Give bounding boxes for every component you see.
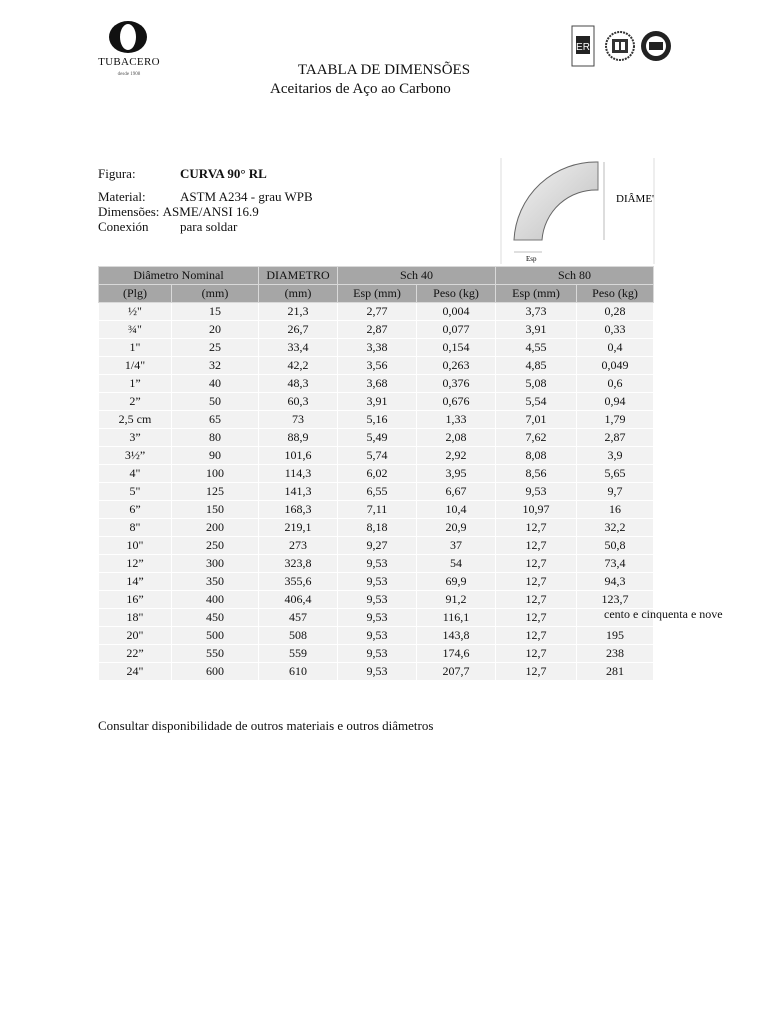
dimensions-row <box>98 204 313 219</box>
table-cell: 0,376 <box>417 375 496 393</box>
table-cell: 610 <box>259 663 338 681</box>
elbow-drawing <box>500 158 656 264</box>
table-cell: 200 <box>172 519 259 537</box>
table-cell: 9,53 <box>338 645 417 663</box>
table-cell: 273 <box>259 537 338 555</box>
table-cell: 9,53 <box>338 609 417 627</box>
table-cell: 0,4 <box>577 339 654 357</box>
table-cell: 5,08 <box>496 375 577 393</box>
table-cell: 3,9 <box>577 447 654 465</box>
table-cell: 3,95 <box>417 465 496 483</box>
connection-value: para soldar <box>180 219 238 234</box>
table-cell: 300 <box>172 555 259 573</box>
table-cell: 90 <box>172 447 259 465</box>
table-cell: ¾" <box>99 321 172 339</box>
table-cell: 508 <box>259 627 338 645</box>
table-cell: 65 <box>172 411 259 429</box>
table-cell: 0,004 <box>417 303 496 321</box>
table-cell: 2,77 <box>338 303 417 321</box>
table-row <box>99 519 654 537</box>
table-row <box>99 555 654 573</box>
diameter-label: DIÂME' <box>616 193 655 205</box>
table-cell: 9,53 <box>338 663 417 681</box>
table-row <box>99 339 654 357</box>
table-cell: 5,74 <box>338 447 417 465</box>
figure-value: CURVA 90° RL <box>180 166 267 181</box>
table-row <box>99 501 654 519</box>
table-cell: 174,6 <box>417 645 496 663</box>
table-cell: 123,7 <box>577 591 654 609</box>
table-cell: 550 <box>172 645 259 663</box>
table-cell: 8,56 <box>496 465 577 483</box>
table-row <box>99 663 654 681</box>
table-cell: 12,7 <box>496 519 577 537</box>
table-cell: 37 <box>417 537 496 555</box>
table-cell: 22” <box>99 645 172 663</box>
table-row <box>99 375 654 393</box>
table-cell: 4" <box>99 465 172 483</box>
table-cell: 355,6 <box>259 573 338 591</box>
table-cell: 3,73 <box>496 303 577 321</box>
table-row <box>99 573 654 591</box>
table-cell: 80 <box>172 429 259 447</box>
group-header-row <box>99 267 654 285</box>
table-cell: 400 <box>172 591 259 609</box>
subheader-sch80-esp: Esp (mm) <box>496 285 577 303</box>
table-cell: 457 <box>259 609 338 627</box>
esp-label: Esp <box>526 255 537 263</box>
table-cell: ½" <box>99 303 172 321</box>
footer-note: Consultar disponibilidade de outros materiais e outros diâmetros <box>98 718 434 733</box>
figure-row <box>98 166 313 181</box>
table-cell: 114,3 <box>259 465 338 483</box>
table-cell: 5" <box>99 483 172 501</box>
subheader-sch80-peso: Peso (kg) <box>577 285 654 303</box>
table-cell: 195 <box>577 627 654 645</box>
table-cell: 3,38 <box>338 339 417 357</box>
table-row <box>99 591 654 609</box>
table-row <box>99 627 654 645</box>
logo-name: TUBACERO <box>98 56 160 68</box>
table-cell: 2,92 <box>417 447 496 465</box>
table-row <box>99 411 654 429</box>
table-cell: 9,53 <box>338 591 417 609</box>
table-cell: 12,7 <box>496 591 577 609</box>
figure-label: Figura: <box>98 166 136 181</box>
subheader-diameter-mm: (mm) <box>259 285 338 303</box>
table-cell: 91,2 <box>417 591 496 609</box>
table-cell: 0,33 <box>577 321 654 339</box>
table-cell: 8" <box>99 519 172 537</box>
table-cell: 9,53 <box>338 573 417 591</box>
table-cell: 0,676 <box>417 393 496 411</box>
table-cell: 143,8 <box>417 627 496 645</box>
table-cell: 6” <box>99 501 172 519</box>
table-cell: 32,2 <box>577 519 654 537</box>
dimensions-label: Dimensões: <box>98 204 160 219</box>
table-cell: 8,18 <box>338 519 417 537</box>
table-row <box>99 537 654 555</box>
table-cell: 12” <box>99 555 172 573</box>
subheader-sch40-esp: Esp (mm) <box>338 285 417 303</box>
table-cell: 7,62 <box>496 429 577 447</box>
header-sch40: Sch 40 <box>338 267 496 285</box>
table-cell: 9,53 <box>338 555 417 573</box>
table-cell: 281 <box>577 663 654 681</box>
table-cell: 24" <box>99 663 172 681</box>
table-cell: 48,3 <box>259 375 338 393</box>
table-cell: 73 <box>259 411 338 429</box>
table-cell: 9,53 <box>496 483 577 501</box>
table-cell: 0,049 <box>577 357 654 375</box>
material-value: ASTM A234 - grau WPB <box>180 189 313 204</box>
material-row <box>98 189 313 204</box>
table-cell: 1” <box>99 375 172 393</box>
page-subtitle: Aceitarios de Aço ao Carbono <box>270 81 451 97</box>
table-cell: 5,65 <box>577 465 654 483</box>
table-cell: 3,56 <box>338 357 417 375</box>
table-cell: 3,91 <box>338 393 417 411</box>
table-cell: 0,154 <box>417 339 496 357</box>
table-cell: 141,3 <box>259 483 338 501</box>
table-cell: 6,67 <box>417 483 496 501</box>
table-cell: 1" <box>99 339 172 357</box>
table-cell: 6,02 <box>338 465 417 483</box>
table-row <box>99 393 654 411</box>
subheader-mm: (mm) <box>172 285 259 303</box>
table-cell: 3,68 <box>338 375 417 393</box>
table-cell: 100 <box>172 465 259 483</box>
table-cell: 559 <box>259 645 338 663</box>
table-row <box>99 609 654 627</box>
table-cell: 1,79 <box>577 411 654 429</box>
table-cell: 238 <box>577 645 654 663</box>
table-cell: 0,94 <box>577 393 654 411</box>
table-cell: 323,8 <box>259 555 338 573</box>
table-cell: 7,11 <box>338 501 417 519</box>
table-cell: 14” <box>99 573 172 591</box>
logo-since: desde 1908 <box>117 72 141 77</box>
dimensions-value: ASME/ANSI 16.9 <box>162 204 259 219</box>
table-cell: 12,7 <box>496 645 577 663</box>
table-cell: 54 <box>417 555 496 573</box>
subheader-plg: (Plg) <box>99 285 172 303</box>
table-cell: 16” <box>99 591 172 609</box>
table-cell: 26,7 <box>259 321 338 339</box>
table-cell: 219,1 <box>259 519 338 537</box>
table-cell: 94,3 <box>577 573 654 591</box>
table-cell: 125 <box>172 483 259 501</box>
table-row <box>99 645 654 663</box>
table-cell: 3,91 <box>496 321 577 339</box>
table-cell: 2,87 <box>577 429 654 447</box>
table-cell: 0,6 <box>577 375 654 393</box>
table-cell: 600 <box>172 663 259 681</box>
table-cell: 12,7 <box>496 537 577 555</box>
table-cell: 12,7 <box>496 609 577 627</box>
material-label: Material: <box>98 189 146 204</box>
table-row <box>99 483 654 501</box>
table-cell: 1/4" <box>99 357 172 375</box>
table-row <box>99 465 654 483</box>
table-cell: 3½” <box>99 447 172 465</box>
table-cell: 10,97 <box>496 501 577 519</box>
table-cell: 50,8 <box>577 537 654 555</box>
dimensions-table <box>98 266 654 681</box>
table-cell: 10" <box>99 537 172 555</box>
product-info <box>98 166 313 234</box>
table-cell: 15 <box>172 303 259 321</box>
table-cell: 18" <box>99 609 172 627</box>
table-cell: 69,9 <box>417 573 496 591</box>
table-cell: 5,16 <box>338 411 417 429</box>
table-cell: 9,53 <box>338 627 417 645</box>
table-cell: 4,55 <box>496 339 577 357</box>
table-cell: 0,28 <box>577 303 654 321</box>
table-cell: 0,263 <box>417 357 496 375</box>
table-cell: 250 <box>172 537 259 555</box>
header-diameter: DIAMETRO <box>259 267 338 285</box>
table-cell: 1,33 <box>417 411 496 429</box>
connection-label: Conexión <box>98 219 149 234</box>
table-cell: 12,7 <box>496 663 577 681</box>
table-cell: 2,87 <box>338 321 417 339</box>
table-cell: 88,9 <box>259 429 338 447</box>
table-cell: 20,9 <box>417 519 496 537</box>
table-cell: 9,7 <box>577 483 654 501</box>
table-cell: 10,4 <box>417 501 496 519</box>
table-cell: 9,27 <box>338 537 417 555</box>
table-cell: 20" <box>99 627 172 645</box>
table-row <box>99 447 654 465</box>
table-cell: 168,3 <box>259 501 338 519</box>
table-cell: 5,49 <box>338 429 417 447</box>
table-body <box>99 303 654 681</box>
table-cell: 32 <box>172 357 259 375</box>
table-cell: 20 <box>172 321 259 339</box>
table-cell: 5,54 <box>496 393 577 411</box>
table-cell: 4,85 <box>496 357 577 375</box>
table-cell: 500 <box>172 627 259 645</box>
table-cell: 33,4 <box>259 339 338 357</box>
table-row <box>99 303 654 321</box>
logo-icon <box>108 20 148 54</box>
table-cell: 207,7 <box>417 663 496 681</box>
table-cell: 350 <box>172 573 259 591</box>
quality-seal-icon <box>606 32 634 60</box>
table-cell: 0,077 <box>417 321 496 339</box>
table-cell: 8,08 <box>496 447 577 465</box>
header-sch80: Sch 80 <box>496 267 654 285</box>
iqnet-seal-icon <box>641 31 671 61</box>
table-cell: 6,55 <box>338 483 417 501</box>
subheader-sch40-peso: Peso (kg) <box>417 285 496 303</box>
page-title: TAABLA DE DIMENSÕES <box>297 62 471 78</box>
table-row <box>99 321 654 339</box>
table-cell: 116,1 <box>417 609 496 627</box>
table-cell: 16 <box>577 501 654 519</box>
table-cell: 450 <box>172 609 259 627</box>
table-cell: 3” <box>99 429 172 447</box>
table-cell: 50 <box>172 393 259 411</box>
table-cell: 406,4 <box>259 591 338 609</box>
table-cell: 7,01 <box>496 411 577 429</box>
table-cell: 12,7 <box>496 573 577 591</box>
table-cell: 150 <box>172 501 259 519</box>
table-cell: 73,4 <box>577 555 654 573</box>
table-cell: 21,3 <box>259 303 338 321</box>
table-cell: 12,7 <box>496 627 577 645</box>
table-row <box>99 429 654 447</box>
table-cell: 42,2 <box>259 357 338 375</box>
table-cell: 2” <box>99 393 172 411</box>
sub-header-row <box>99 285 654 303</box>
table-row <box>99 357 654 375</box>
table-cell: 101,6 <box>259 447 338 465</box>
er-cert-icon <box>572 26 594 66</box>
overflow-note: cento e cinquenta e nove <box>604 607 723 621</box>
table-cell: 2,5 cm <box>99 411 172 429</box>
connection-row <box>98 219 313 234</box>
table-cell: 12,7 <box>496 555 577 573</box>
table-cell: 2,08 <box>417 429 496 447</box>
header-nominal-diameter: Diâmetro Nominal <box>99 267 259 285</box>
table-cell: 40 <box>172 375 259 393</box>
table-cell: 25 <box>172 339 259 357</box>
table-cell: 60,3 <box>259 393 338 411</box>
svg-text:ER: ER <box>576 42 590 53</box>
